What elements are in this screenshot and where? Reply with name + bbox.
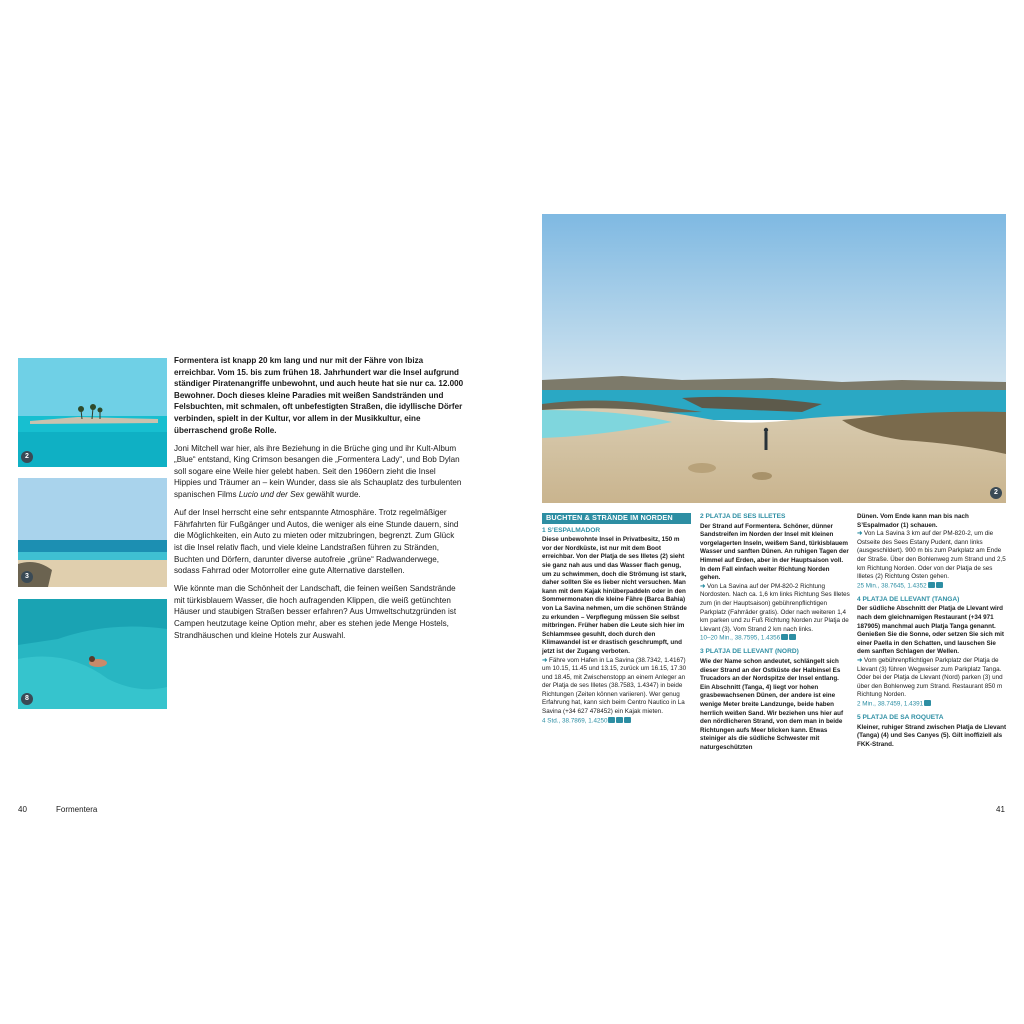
photo-number-badge: 2 [21,451,33,463]
kayak-icon [616,717,623,723]
entry-coords-4: 2 Min., 38.7459, 1.4391 [857,700,1007,709]
entry-coords-3: 25 Min., 38.7645, 1.4352 [857,582,1007,591]
column-1 [542,513,691,726]
arrow-right-icon: ➜ [542,656,548,664]
entry-body-3: Wie der Name schon andeutet, schlängelt sich dieser Strand an der Ostküste der Halbinsel Es Trucadors an der Nordspitze der Insel entlang. Ein Abschnitt (Tanga, 4) liegt vor hohen grasbewachsenen Dünen, der andere ist eine wenige Meter breite Landzunge, beide haben herrlich weißen Sand. Wir beziehen uns hier auf den nördlicheren Strand, von dem man in beide Richtungen aufs Meer blicken kann. Etwas steiniger als die südliche Schwester mit naturgeschützten [700,658,844,751]
paragraph-landscape: Wie könnte man die Schönheit der Landschaft, die feinen weißen Sandstrände mit türkisblauem Wasser, die hoch aufragenden Klippen, die weiß getünchten Häuser und staubigen Straßen besser erfahren? Aus Umweltschutzgründen ist Campen heutzutage keine Option mehr, aber es stehen jede Menge Hostels, Strandhäuschen und kleine Hotels zur Auswahl. [174,584,457,640]
walk-icon [789,634,796,640]
paragraph-music: Joni Mitchell war hier, als ihre Beziehung in die Brüche ging und ihr Kult-Album „Blue“ entstand, King Crimson besangen die „Formentera Lady“, und Bob Dylan soll sogare eine Weile hier gelebt haben. Seit den 1960ern zieht die Insel Hippies und Träumer an – kein Wunder, dass sie als Schauplatz des turbulenten spanischen Films Lucio und der Sex gewählt wurde. [174,443,462,500]
entry-body-5: Kleiner, ruhiger Strand zwischen Platja de Llevant (Tanga) (4) und Ses Canyes (5). Gilt inoffiziell als FKK-Strand. [857,723,1007,748]
intro-paragraph: Formentera ist knapp 20 km lang und nur mit der Fähre von Ibiza erreichbar. Vom 15. bis zum frühen 18. Jahrhundert war die Insel aufgrund ständiger Piratenangriffe unbewohnt, und auch heute hat sie nur ca. 12.000 Bewohner. Doch dieses kleine Paradies mit weißen Sandstränden und Felsbuchten, mit schmalen, oft unbefestigten Straßen, die idyllische Dörfer verbinden, spielt in der Kultur, vor allem in der Musikkultur, eine überraschend große Rolle. [174,356,464,435]
entry-directions-1: ➜ Fähre vom Hafen in La Savina (38.7342, 1.4167) um 10.15, 11.45 und 13.15, zurück um 16.15, 17.30 und 18.45, mit Zwischenstopp an einem Anleger an der Platja de ses Illetes (38.7583, 1.4347) in beide Richtungen (Zeiten können variieren). Wer genug Erfahrung hat, kann sich beim Centro Nautico in La Savina (+34 627 478452) ein Kajak mieten. [542,656,687,716]
photo-swimmer [18,599,167,709]
walk-icon [936,582,943,588]
entry-heading-4: 4 PLATJA DE LLEVANT (TANGA) [857,595,960,603]
left-body-text [174,355,464,648]
photo-beach-panorama [542,214,1006,503]
section-title: BUCHTEN & STRÄNDE IM NORDEN [542,513,691,524]
photo-number-badge: 8 [21,693,33,705]
entry-directions-4: ➜ Vom gebührenpflichtigen Parkplatz der Platja de Llevant (3) führen Wegweiser zum Parkplatz Tanga. Oder bei der Platja de Llevant (Nord) parken (3) und über den Bohlenweg zum Strand. Restaurant 850 m Richtung Norden. [857,657,1003,699]
photo-number-badge: 2 [990,487,1002,499]
column-2 [700,513,850,753]
entry-coords-1: 4 Std., 38.7869, 1.4250 [542,717,691,726]
entry-heading-1: 1 S’ESPALMADOR [542,526,601,534]
right-page-number: 41 [996,805,1005,814]
arrow-right-icon: ➜ [857,657,863,664]
walk-icon [924,700,931,706]
car-icon [781,634,788,640]
entry-body-3-continued: Dünen. Vom Ende kann man bis nach S’Espalmador (1) schauen. [857,513,969,529]
entry-coords-2: 10–20 Min., 38.7595, 1.4356 [700,634,850,643]
left-page-number: 40 [18,805,27,814]
column-3 [857,513,1007,749]
arrow-right-icon: ➜ [700,582,706,590]
entry-heading-5: 5 PLATJA DE SA ROQUETA [857,714,944,722]
entry-directions-3: ➜ Von La Savina 3 km auf der PM-820-2, um die Ostseite des Sees Estany Pudent, dann links (ausgeschildert). 900 m bis zum Parkplatz am Ende der Straße. Über den Bohlenweg zum Strand und 2,5 km Richtung Norden. Oder von der Platja de ses Illetes (2) Richtung Osten gehen. [857,530,1006,581]
entry-directions-2: ➜ Von La Savina auf der PM-820-2 Richtung Nordosten. Nach ca. 1,6 km links Richtung Ses Illetes zum (in der Hauptsaison) gebührenpflichtigen Parkplatz (Fahrräder gratis). Oder nach weiteren 1,4 km parken und zu Fuß Richtung Norden zur Platja de Llevant (3). Vom Strand 2 km nach links. [700,582,850,633]
arrow-right-icon: ➜ [857,530,863,538]
photo-beach-shore [18,478,167,587]
entry-heading-3: 3 PLATJA DE LLEVANT (NORD) [700,648,799,656]
entry-body-2: Der Strand auf Formentera. Schöner, dünner Sandstreifen im Norden der Insel mit kleinen vorgelagerten Inseln, weißem Sand, türkisblauem Wasser und sanften Dünen. An ruhigen Tagen der Himmel auf Erden, aber in der Hauptsaison voll. In dem Fall einfach weiter Richtung Norden gehen. [700,522,849,582]
entry-heading-2: 2 PLATJA DE SES ILLETES [700,513,786,520]
photo-island-palms [18,358,167,467]
entry-body-4: Der südliche Abschnitt der Platja de Llevant wird nach dem gleichnamigen Restaurant (+34 971 187905) manchmal auch Platja Tanga genannt. Genießen Sie die Sonne, oder setzen Sie sich mit einer Paella in den Schatten, und lauschen Sie dem sanften Schlagen der Wellen. [857,605,1004,656]
entry-body-1: Diese unbewohnte Insel in Privatbesitz, 150 m vor der Nordküste, ist nur mit dem Boot erreichbar. Von der Platja de ses Illetes (2) sieht sie ganz nah aus und das Wasser flach genug, um zu schwimmen, doch die Strömung ist stark, daher sollten Sie es lieber nicht versuchen. Man kann mit dem Kajak hinüberpaddeln oder in den Sommermonaten die kleine Fähre (Barca Bahia) von La Savina nehmen, um die schönen Strände zu erkunden – Verpflegung müssen Sie selbst mitbringen. Früher haben die Leute sich hier im Schlammsee gesuhlt, doch durch den Klimawandel ist er drastisch geschrumpft, und jetzt ist der Zugang verboten. [542,536,687,655]
car-icon [928,582,935,588]
ferry-icon [608,717,615,723]
film-title: Lucio und der Sex [238,490,305,500]
running-title: Formentera [56,805,98,814]
photo-number-badge: 3 [21,571,33,583]
walk-icon [624,717,631,723]
paragraph-transport: Auf der Insel herrscht eine sehr entspannte Atmosphäre. Trotz regelmäßiger Fährfahrten für Fußgänger und Autos, die weniger als eine Stunde dauern, sind die Möglichkeiten, ein Auto zu mieten oder mitzubringen, begrenzt. Zum Glück ist die Insel relativ flach, und viele kleine Landstraßen führen zu Stränden, Buchten und Dörfern, darunter diverse autofreie „grüne“ Radwanderwege, sodass Fahrrad oder Motorroller eine gute Alternative darstellen. [174,508,459,576]
